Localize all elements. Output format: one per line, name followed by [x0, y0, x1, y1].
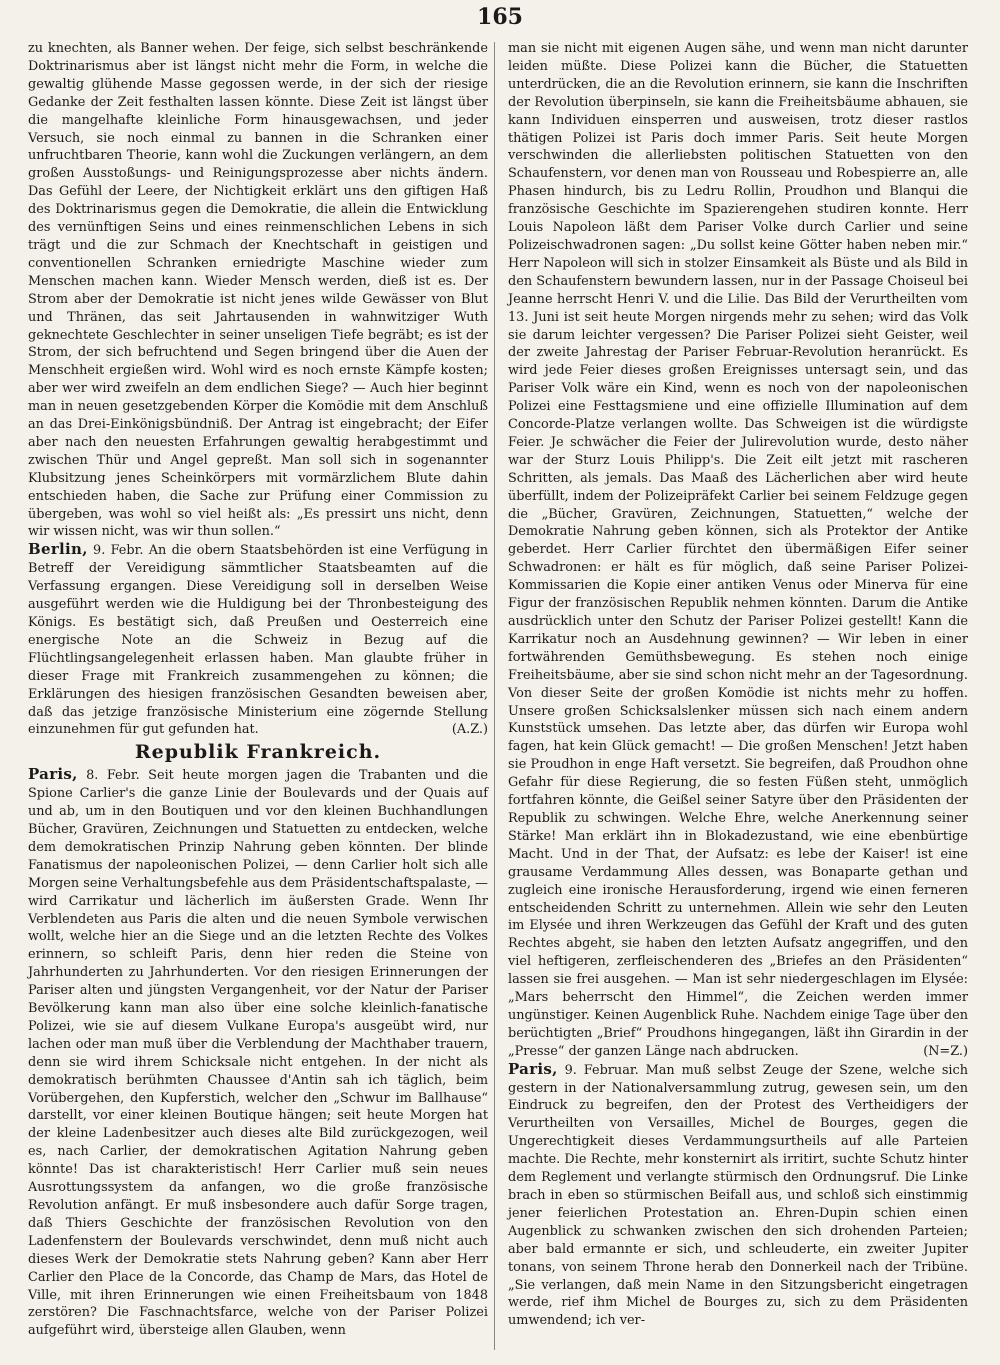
page-number: 165 — [477, 4, 523, 30]
section-title: Republik Frankreich. — [134, 741, 382, 764]
paris-report-1 — [28, 766, 488, 1340]
paris2-dateline: Paris, — [508, 1059, 558, 1078]
paris1-date: 8. Febr. — [86, 768, 140, 784]
paris-report-1-continued — [508, 40, 968, 1061]
paris1-source: (N=Z.) — [923, 1043, 968, 1059]
paris1-text: Seit heute morgen jagen die Trabanten und die Spione Carlier's die ganze Linie der Boulevards und der Quais auf und ab, um in den Boutiquen und vor den kleinen Buchhandlungen Bücher, Gravüren, Zeichnungen und Statuetten zu entdecken, welche dem demokratischen Prinzip Nahrung geben könnten. Der blinde Fanatismus der napoleonischen Polizei, — denn Carlier holt sich alle Morgen seine Verhaltungsbefehle aus dem Präsidentschaftspalaste, — wird Carrikatur und lächerlich im äußersten Grade. Wenn Ihr Verblendeten aus Paris die alten und die neuen Symbole verwischen wollt, welche hier an die Siege und an die letzten Rechte des Volkes erinnern, so schleift Paris, denn hier reden die Steine von Jahrhunderten zu Jahrhunderten. Vor den riesigen Erinnerungen der Pariser alten und jüngsten Vergangenheit, vor der Natur der Pariser Bevölkerung kann man also über eine solche kleinlich-fanatische Polizei, wie sie auf diesem Vulkane Europa's ausgeübt wird, nur lachen oder man muß über die Verblendung der Machthaber trauern, denn sie wird ihrem Schicksale nicht entgehen. In der nicht als demokratisch berühmten Chaussee d'Antin sah ich täglich, beim Vorübergehen, den Kupferstich, welcher den „Schwur im Ballhause“ darstellt, vor einer kleinen Boutique hängen; seit heute Morgen hat der kleine Ladenbesitzer auch dieses alte Bild zurückgezogen, weil es, nach Carlier, der demokratischen Agitation Nahrung geben könnte! Das ist charakteristisch! Herr Carlier muß sein neues Ausrottungssystem da anfangen, wo die große französische Revolution anfängt. Er muß insbesondere auch dafür Sorge tragen, daß Thiers Geschichte der französischen Revolution von den Ladenfenstern der Boulevards verschwindet, denn muß nicht auch dieses Werk der Demokratie stets Nahrung geben? Kann aber Herr Carlier den Place de la Concorde, das Champ de Mars, das Hotel de Ville, mit ihren Erinnerungen wie einen Freiheitsbaum von 1848 zerstören? Die Faschnachtsfarce, welche von der Pariser Polizei aufgeführt wird, übersteige allen Glauben, wenn — [28, 768, 488, 1339]
berlin-source: (A.Z.) — [451, 722, 488, 738]
paris-report-2 — [508, 1061, 968, 1331]
berlin-text: An die obern Staatsbehörden ist eine Verfügung in Betreff der Vereidigung sämmtlicher Staatsbeamten auf die Verfassung ergangen. Diese Vereidigung soll in derselben Weise ausgeführt werden wie die Huldigung bei der Thronbesteigung des Königs. Es bestätigt sich, daß Preußen und Oesterreich eine energische Note an die Schweiz in Bezug auf die Flüchtlingsangelegenheit erlassen haben. Man glaubte früher in dieser Frage mit Frankreich zusammengehen zu können; die Erklärungen des hiesigen französischen Gesandten beweisen aber, daß das jetzige französische Ministerium eine zögernde Stellung einzunehmen für gut gefunden hat. — [28, 543, 488, 738]
berlin-report — [28, 541, 488, 739]
column-divider — [494, 42, 495, 1350]
right-column — [508, 40, 968, 1330]
paris2-date: 9. Februar. — [564, 1062, 639, 1078]
paris1-dateline: Paris, — [28, 765, 78, 784]
left-column — [28, 40, 488, 1340]
article-continuation: zu knechten, als Banner wehen. Der feige, sich selbst beschränkende Doktrinarismus aber ist längst nicht mehr die Form, in welche die gewaltig glühende Masse gegossen werde, in der sich der riesige Gedanke der Zeit festhalten lassen könnte. Diese Zeit ist längst über die mangelhafte kleinliche Form hinausgewachsen, und jeder Versuch, sie noch einmal zu bannen in die Schranken einer unfruchtbaren Theorie, kann wohl die Zuckungen verlängern, an dem großen Ausstoßungs- und Reinigungsprozesse aber nichts ändern. Das Gefühl der Leere, der Nichtigkeit erklärt uns den giftigen Haß des Doktrinarismus gegen die Demokratie, die allein die Entwicklung des vernünftigen Seins und eines reinmenschlichen Lebens in sich trägt und die zur Schmach der Knechtschaft in geistigen und conventionellen Schranken erniedrigte Maschine wieder zum Menschen machen kann. Wieder Mensch werden, dieß ist es. Der Strom aber der Demokratie ist nicht jenes wilde Gewässer von Blut und Thränen, das seit Jahrtausenden in wahnwitziger Wuth geknechtete Geschlechter in seiner unseligen Tiefe begräbt; es ist der Strom, der sich befruchtend und Segen bringend über die Auen der Menschheit ergießen wird. Wohl wird es noch ernste Kämpfe kosten; aber wer wird zweifeln an dem endlichen Siege? — Auch hier beginnt man in neuen gesetzgebenden Körper die Komödie mit dem Anschluß an das Drei-Einkönigsbündniß. Der Antrag ist eingebracht; der Eifer aber nach den neuesten Erfahrungen gewaltig herabgestimmt und zwischen Thür und Angel gepreßt. Man soll sich in sogenannter Klubsitzung jenes Scheinkörpers mit vormärzlichem Blute dahin entschieden haben, die Sache zur Prüfung einer Commission zu übergeben, was wohl so viel heißt als: „Es pressirt uns nicht, denn wir wissen nicht, was wir thun sollen.“ — [28, 41, 488, 540]
berlin-date: 9. Febr. — [93, 543, 144, 559]
paris2-text: Man muß selbst Zeuge der Szene, welche sich gestern in der Nationalversammlung zutrug, gewesen sein, um den Eindruck zu begreifen, den der Protest des Vertheidigers der Verurtheilten von Versailles, Michel de Bourges, gegen die Ungerechtigkeit dieses Verdammungsurtheils auf alle Parteien machte. Die Rechte, mehr konsternirt als irritirt, suchte Schutz hinter dem Reglement und verlangte stürmisch den Ordnungsruf. Die Linke brach in eben so stürmischen Beifall aus, und schloß sich einstimmig jener feierlichen Protestation an. Ehren-Dupin schien einen Augenblick zu schwanken zwischen den sich drohenden Parteien; aber bald ermannte er sich, und schleuderte, ein zweiter Jupiter tonans, von seinem Throne herab den Donnerkeil nach der Tribüne. „Sie verlangen, daß mein Name in den Sitzungsbericht eingetragen werde, rief ihm Michel de Bourges zu, sich zu dem Präsidenten umwendend; ich ver- — [508, 1062, 968, 1329]
berlin-dateline: Berlin, — [28, 540, 88, 559]
paris1-continuation: man sie nicht mit eigenen Augen sähe, und wenn man nicht darunter leiden müßte. Diese Polizei kann die Bücher, die Statuetten unterdrücken, die an die Revolution erinnern, sie kann die Inschriften der Revolution überpinseln, sie kann die Freiheitsbäume abhauen, sie kann Individuen einsperren und ausweisen, trotz dieser rastlos thätigen Polizei ist Paris doch immer Paris. Seit heute Morgen verschwinden die allerliebsten politischen Statuetten von den Schaufenstern, vor denen man von Rousseau und Robespierre an, alle Phasen hindurch, bis zu Ledru Rollin, Proudhon und Blanqui die französische Geschichte im Spazierengehen studiren konnte. Herr Louis Napoleon läßt dem Pariser Volke durch Carlier und seine Polizeischwadronen sagen: „Du sollst keine Götter haben neben mir.“ Herr Napoleon will sich in stolzer Einsamkeit als Büste und als Bild in den Schaufenstern bewundern lassen, nur in der Passage Choiseul bei Jeanne herrscht Henri V. und die Lilie. Das Bild der Verurtheilten vom 13. Juni ist seit heute Morgen nirgends mehr zu sehen; wird das Volk sie darum leichter vergessen? Die Pariser Polizei sieht Geister, weil der zweite Jahrestag der Pariser Februar-Revolution heranrückt. Es wird jede Feier dieses großen Ereignisses untersagt sein, und das Pariser Volk wäre ein Kind, wenn es noch von der napoleonischen Polizei eine Festtagsmiene und eine offizielle Illumination auf dem Concorde-Platze verlangen wollte. Das Schweigen ist die würdigste Feier. Je schwächer die Feier der Julirevolution wurde, desto näher war der Sturz Louis Philipp's. Die Zeit eilt jetzt mit rascheren Schritten, als jemals. Das Maaß des Lächerlichen aber wird heute überfüllt, indem der Polizeipräfekt Carlier bei seinem Feldzuge gegen die „Bücher, Gravüren, Zeichnungen, Statuetten,“ welche der Demokratie Nahrung geben können, sich als Protektor der Antike geberdet. Herr Carlier fürchtet den übermäßigen Eifer seiner Schwadronen: er hält es für möglich, daß seine Pariser Polizei-Kommissarien die Kopie einer antiken Venus oder Minerva für eine Figur der französischen Republik nehmen könnten. Darum die Antike ausdrücklich unter den Schutz der Pariser Polizei gestellt! Kann die Karrikatur noch an Ausdehnung gewinnen? — Wir leben in einer fortwährenden Gemüthsbewegung. Es stehen noch einige Freiheitsbäume, aber sie sind schon nicht mehr an der Tagesordnung. Von dieser Seite der großen Komödie ist nichts mehr zu hoffen. Unsere großen Schicksalslenker müssen sich nach einem andern Kunststück umsehen. Das letzte aber, das dürfen wir Europa wohl fagen, hat kein Glück gemacht! — Die großen Menschen! Jetzt haben sie Proudhon in enge Haft versetzt. Sie begreifen, daß Proudhon ohne Gefahr für diese Regierung, die so festen Füßen steht, unmöglich fortfahren könnte, die Geißel seiner Satyre über den Präsidenten der Republik zu schwingen. Welche Ehre, welche Anerkennung seiner Stärke! Man erklärt ihn in Blokadezustand, wie eine ebenbürtige Macht. Und in der That, der Aufsatz: es lebe der Kaiser! ist eine grausame Verdammung Alles dessen, was Bonaparte gethan und zugleich eine ironische Herausforderung, irgend wie einen ferneren entscheidenden Schritt zu unternehmen. Allein wie sehr den Leuten im Elysée und ihren Werkzeugen das Gefühl der Kraft und des guten Rechtes abgeht, sie haben den letzten Aufsatz angegriffen, und den viel heftigeren, zerfleischenderen des „Briefes an den Präsidenten“ lassen sie frei ausgehen. — Man ist sehr niedergeschlagen im Elysée: „Mars beherrscht den Himmel“, die Zeichen werden immer ungünstiger. Keinen Augenblick Ruhe. Nachdem einige Tage über den berüchtigten „Brief“ Proudhons hingegangen, läßt ihn Girardin in der „Presse“ der ganzen Länge nach abdrucken. — [508, 41, 968, 1059]
